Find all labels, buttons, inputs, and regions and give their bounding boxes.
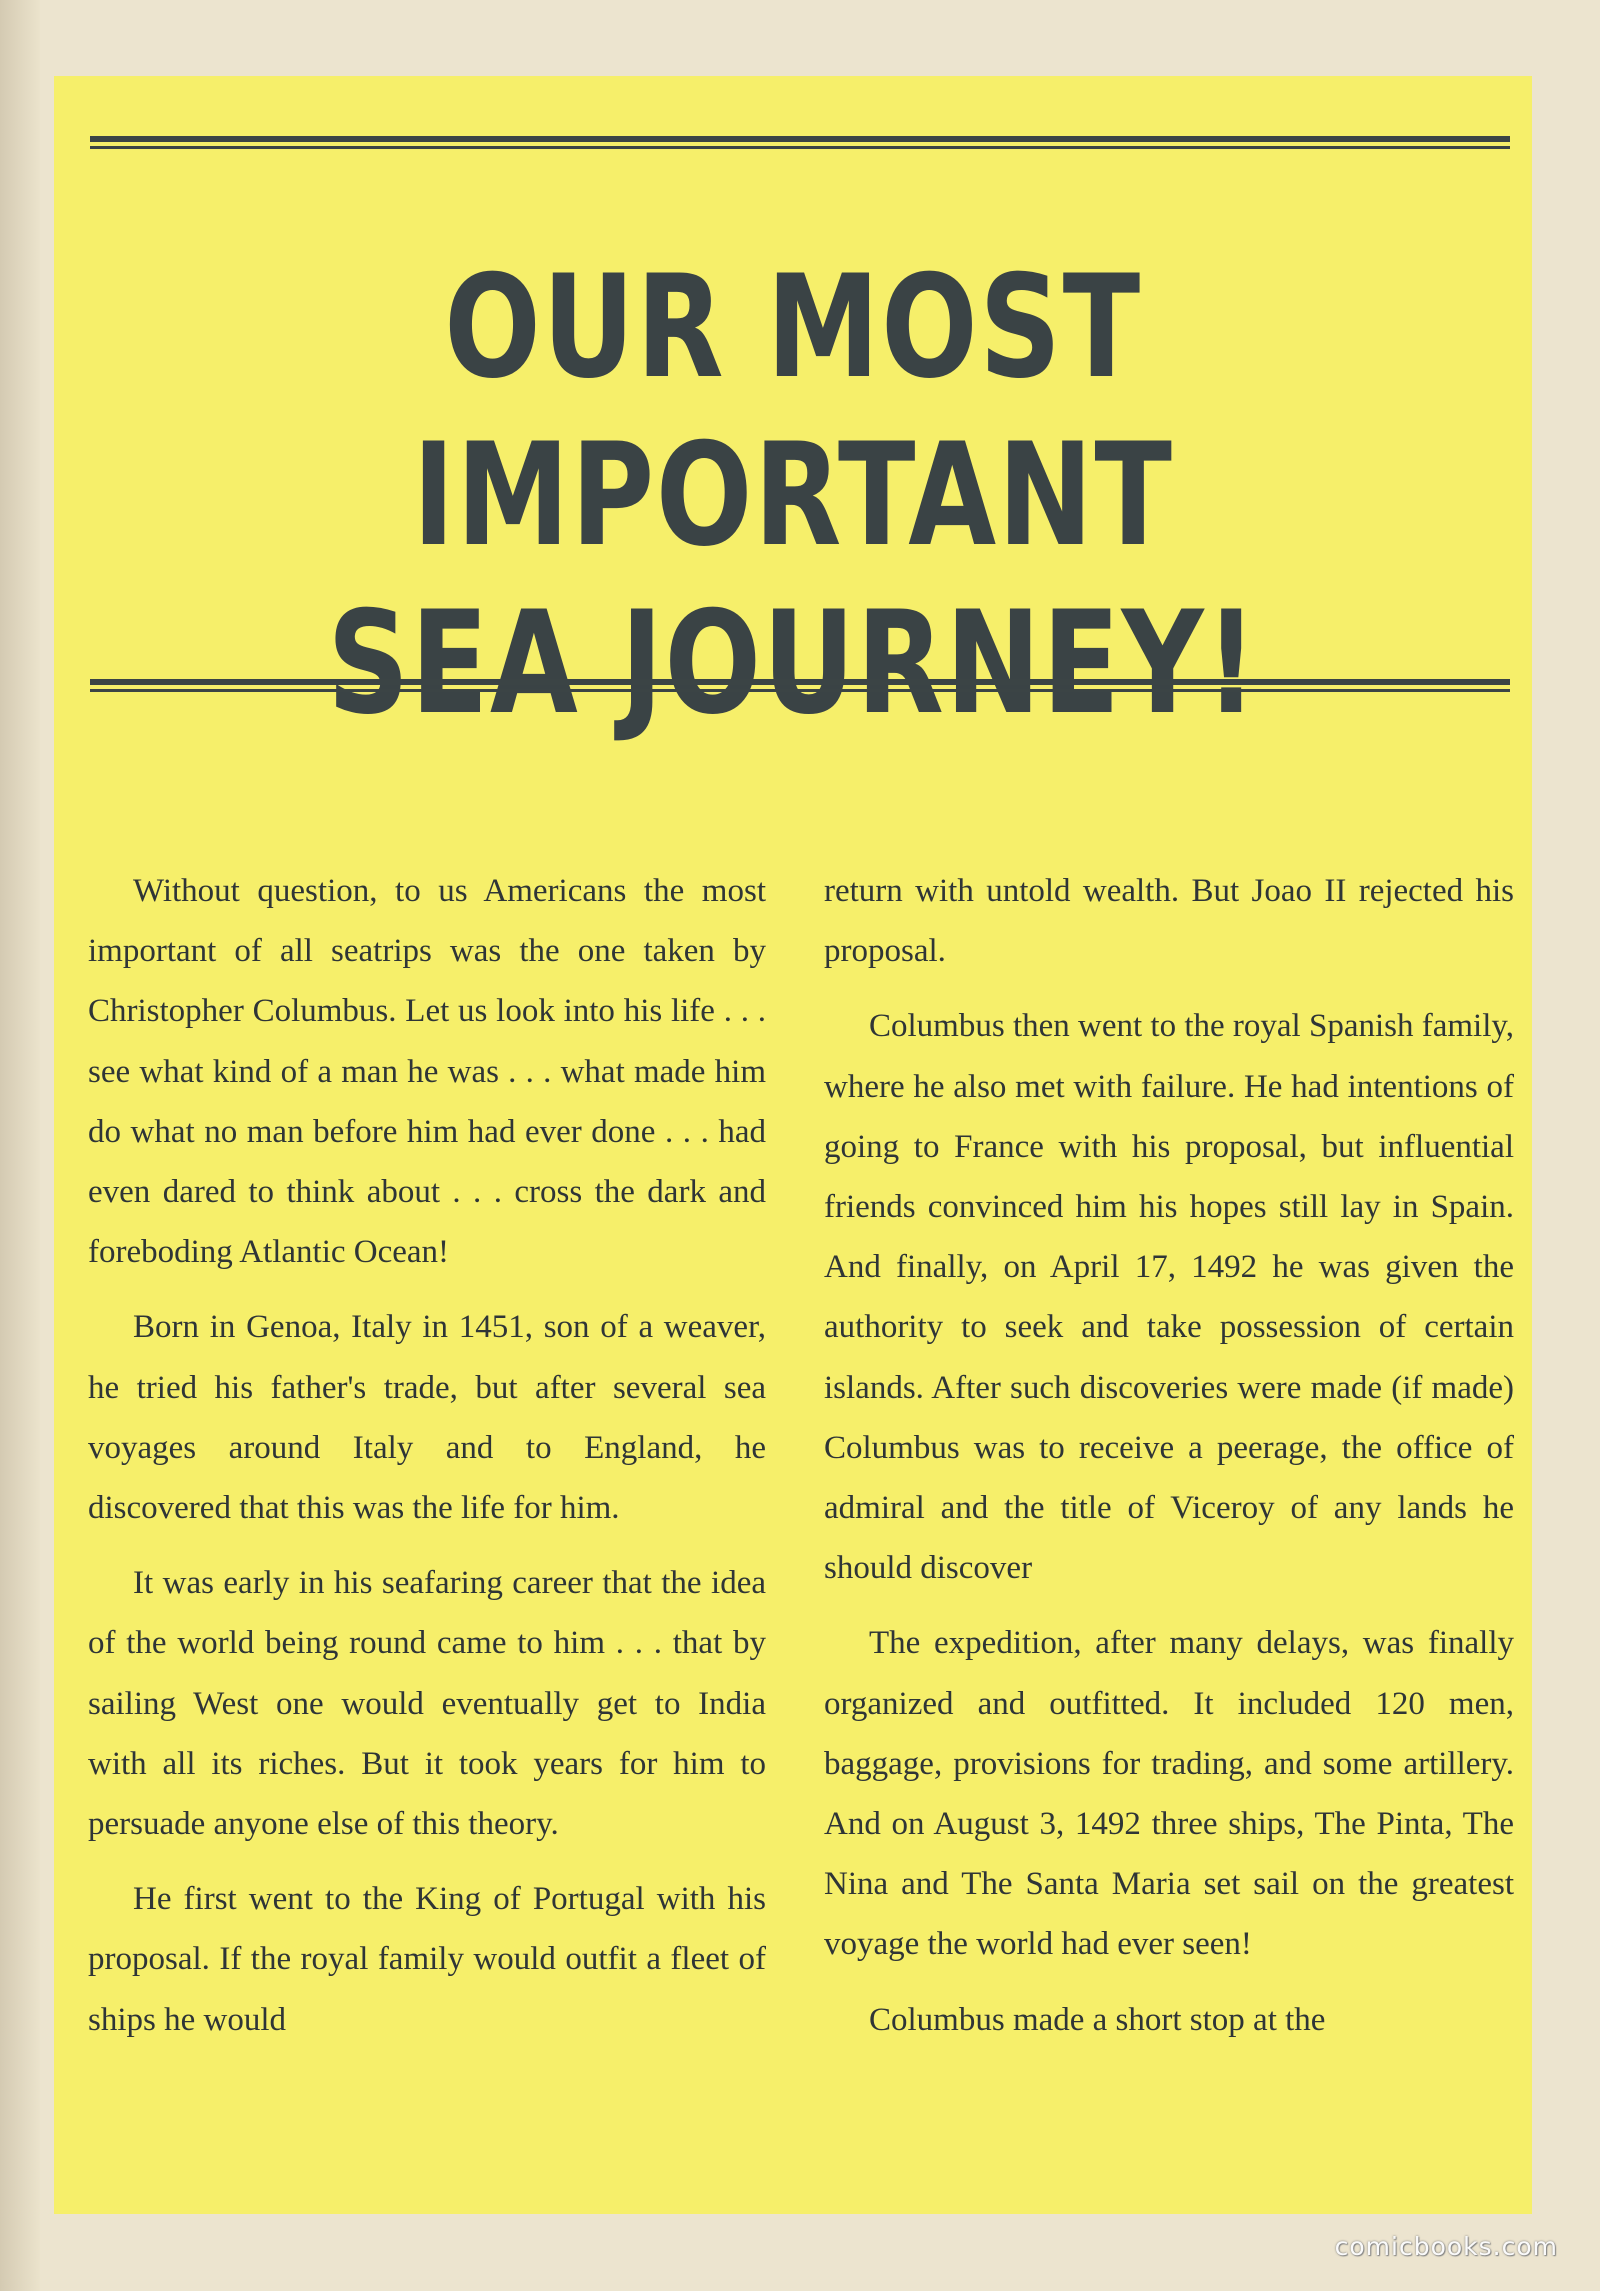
- paragraph: Columbus made a short stop at the: [869, 2001, 1326, 2038]
- paragraph: Without question, to us Americans the most important of all seatrips was the one taken by Christopher Columbus. Let us look into his life . . . see what kind of a man he was . . . what made him do what no man before him had ever done . . . had even dared to think about . . . cross the dark and foreboding Atlantic Ocean!: [88, 873, 766, 1271]
- bottom-rule: [90, 679, 1510, 692]
- article-panel: [54, 76, 1532, 2214]
- left-column: [88, 861, 766, 2065]
- headline-line-1: OUR MOST IMPORTANT: [412, 245, 1174, 578]
- paragraph-continued: return with untold wealth. But Joao II rejected his proposal.: [824, 873, 1514, 970]
- top-rule: [90, 136, 1510, 149]
- headline: [202, 244, 1384, 748]
- watermark: comicbooks.com: [1334, 2232, 1558, 2261]
- paragraph: The expedition, after many delays, was finally organized and outfitted. It included 120 men, baggage, provisions for trading, and some artillery. And on August 3, 1492 three ships, The Pinta, The Nina and The Santa Maria set sail on the greatest voyage the world had ever seen!: [824, 1625, 1514, 1963]
- paragraph: Born in Genoa, Italy in 1451, son of a weaver, he tried his father's trade, but after several sea voyages around Italy and to England, he discovered that this was the life for him.: [88, 1309, 766, 1527]
- paragraph: Columbus then went to the royal Spanish family, where he also met with failure. He had intentions of going to France with his proposal, but influential friends convinced him his hopes still lay in Spain. And finally, on April 17, 1492 he was given the authority to seek and take possession of certain islands. After such discoveries were made (if made) Columbus was to receive a peerage, the office of admiral and the title of Viceroy of any lands he should discover: [824, 1008, 1514, 1587]
- page-gutter: [0, 0, 40, 2291]
- paragraph: He first went to the King of Portugal with his proposal. If the royal family would outfit a fleet of ships he would: [88, 1881, 766, 2038]
- right-column: [824, 861, 1514, 2065]
- paragraph: It was early in his seafaring career that the idea of the world being round came to him . . . that by sailing West one would eventually get to India with all its riches. But it took years for him to persuade anyone else of this theory.: [88, 1565, 766, 1843]
- headline-line-2: SEA JOURNEY!: [327, 581, 1259, 746]
